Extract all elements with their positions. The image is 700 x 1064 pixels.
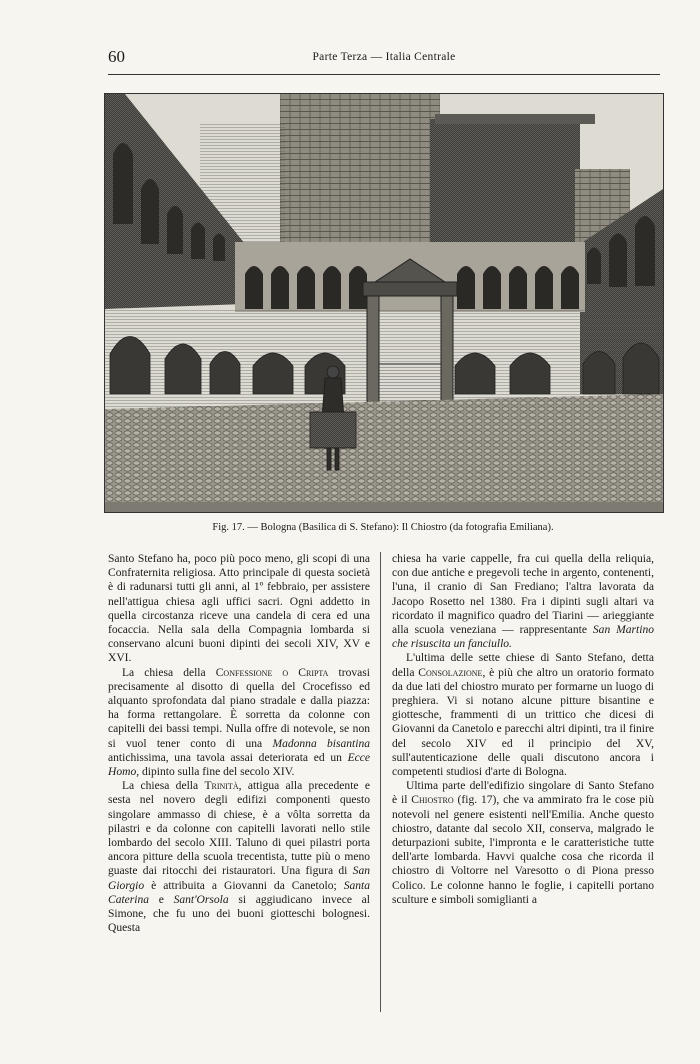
right-paragraph-3: Ultima parte dell'edifizio singolare di Santo Stefano è il Chiostro (fig. 17), che va ammirato fra le cose più notevoli nel genere esistenti nell'Emilia. Anche questo chiostro, datante dal secolo XII, conserva, malgrado le deturpazioni subite, l'impronta e le caratteristiche tutte dell'arte lombarda. Havvi qualche cosa che ricorda il chiostro di Voltorre nel Varesotto o di Piona presso Colico. Le colonne hanno le foglie, i capitelli portano sculture e simboli somiglianti a [392, 780, 654, 906]
header-rule [108, 74, 660, 75]
column-divider [380, 552, 381, 1012]
page-number: 60 [108, 47, 125, 66]
left-paragraph-1: Santo Stefano ha, poco più poco meno, gli scopi di una Confraternita religiosa. Atto principale di questa società è di radunarsi tutti gli anni, al 1º febbraio, per assistere nell'attigua chiesa agli uffici sacri. Ogni addetto in quella circostanza riceve una candela di cera ed una focaccia. Nella sala della Compagnia lombarda si conservano alcuni buoni dipinti dei secoli XIV, XV e XVI. [108, 553, 370, 665]
page-header [108, 47, 660, 73]
right-paragraph-1: chiesa ha varie cappelle, fra cui quella della reliquia, con due antiche e pregevoli teche in argento, contenenti, l'una, il cranio di San Frediano; l'altra lavorata da Jacopo Rosetto nel 1380. Fra i dipinti sugli altari va ricordato il magnifico quadro del Tiarini — arieggiante alla scuola veneziana — rappresentante San Martino che risuscita un fanciullo. [392, 553, 654, 651]
right-column [392, 552, 654, 907]
cloister-illustration [104, 93, 664, 513]
left-paragraph-2: La chiesa della Confessione o Cripta trovasi precisamente al disotto di quella del Crocefisso ed alquanto sprofondata dal piano stradale e dalla piazza: ha forma rettangolare. È sorretta da colonne con capitelli dei bassi tempi. Nulla offre di notevole, se non si vuol tener conto di una Madonna bisantina antichissima, una tavola assai deteriorata ed un Ecce Homo, dipinto sulla fine del secolo XIV. [108, 666, 371, 779]
left-paragraph-3: La chiesa della Trinità, attigua alla precedente e sesta nel novero degli edifizi componenti questo singolare ammasso di chiese, è a vôlta sorretta da pilastri e da colonne con capitelli lavorati nello stile lombardo del secolo XIII. Taluno di quei pilastri porta ancora pitture della scuola trecentista, tutte più o meno guaste dai ritocchi dei ristauratori. Una figura di San Giorgio è attribuita a Giovanni da Canetolo; Santa Caterina e Sant'Orsola si aggiudicano invece al Simone, che fu uno dei buoni giotteschi bolognesi. Questa [108, 780, 370, 935]
right-paragraph-2: L'ultima delle sette chiese di Santo Stefano, detta della Consolazione, è più che altro un oratorio formato da due lati del chiostro murato per formarne un luogo di preghiera. Vi si notano alcune pitture bisantine e giottesche, frammenti di un trittico che dicesi di Giovanni da Canetolo e parecchi altri dipinti, tra il finire del secolo XIV ed il principio del XV, sull'autenticazione delle quali discutono ancora i competenti studiosi d'arte di Bologna. [392, 652, 654, 779]
figure-caption: Fig. 17. — Bologna (Basilica di S. Stefano): Il Chiostro (da fotografia Emiliana). [212, 522, 554, 533]
brick-tower [280, 94, 440, 244]
running-title: Parte Terza — Italia Centrale [312, 51, 456, 63]
left-column [108, 552, 370, 935]
